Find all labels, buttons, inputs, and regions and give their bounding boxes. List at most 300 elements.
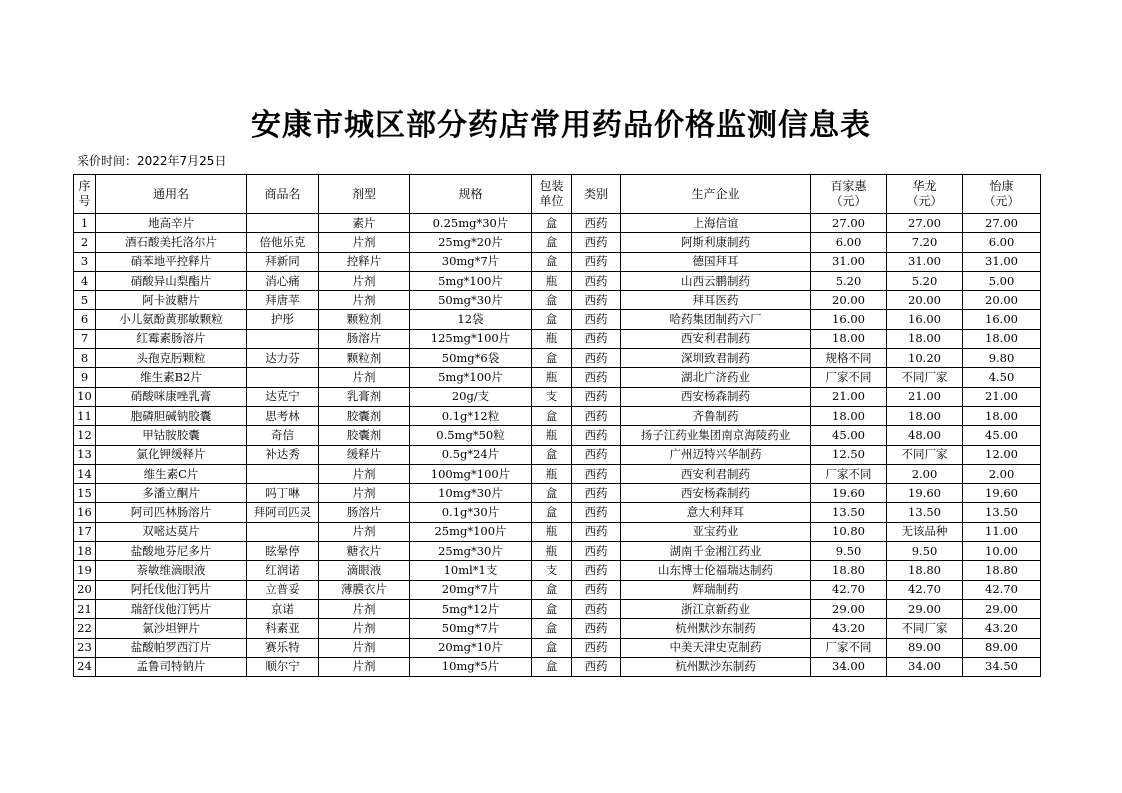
- cell-generic-name: 氯沙坦钾片: [96, 619, 247, 638]
- cell-brand-name: 立普妥: [247, 580, 319, 599]
- cell-generic-name: 硝酸异山梨酯片: [96, 271, 247, 290]
- cell-seq: 17: [74, 522, 96, 541]
- cell-package-unit: 盒: [532, 503, 572, 522]
- cell-price-hualong: 不同厂家: [887, 445, 963, 464]
- cell-seq: 18: [74, 542, 96, 561]
- cell-price-hualong: 不同厂家: [887, 368, 963, 387]
- cell-price-hualong: 18.00: [887, 329, 963, 348]
- cell-price-yikang: 11.00: [963, 522, 1041, 541]
- cell-manufacturer: 山西云鹏制药: [621, 271, 811, 290]
- table-row: [74, 214, 1041, 233]
- cell-dosage-form: 乳膏剂: [319, 387, 410, 406]
- cell-specification: 125mg*100片: [410, 329, 532, 348]
- cell-brand-name: 拜唐苹: [247, 291, 319, 310]
- cell-price-baijiahui: 厂家不同: [811, 464, 887, 483]
- cell-specification: 5mg*100片: [410, 271, 532, 290]
- cell-price-baijiahui: 42.70: [811, 580, 887, 599]
- cell-price-hualong: 89.00: [887, 638, 963, 657]
- cell-price-yikang: 19.60: [963, 484, 1041, 503]
- cell-seq: 2: [74, 233, 96, 252]
- cell-manufacturer: 上海信谊: [621, 214, 811, 233]
- cell-manufacturer: 湖北广济药业: [621, 368, 811, 387]
- cell-specification: 0.25mg*30片: [410, 214, 532, 233]
- cell-seq: 21: [74, 599, 96, 618]
- cell-seq: 3: [74, 252, 96, 271]
- cell-brand-name: [247, 329, 319, 348]
- cell-brand-name: [247, 214, 319, 233]
- cell-category: 西药: [572, 522, 621, 541]
- cell-dosage-form: 片剂: [319, 464, 410, 483]
- cell-seq: 4: [74, 271, 96, 290]
- cell-generic-name: 萘敏维滴眼液: [96, 561, 247, 580]
- header-brand-name: 商品名: [247, 175, 319, 214]
- cell-specification: 25mg*20片: [410, 233, 532, 252]
- cell-price-yikang: 9.80: [963, 349, 1041, 368]
- cell-dosage-form: 片剂: [319, 233, 410, 252]
- header-specification: 规格: [410, 175, 532, 214]
- cell-seq: 1: [74, 214, 96, 233]
- cell-package-unit: 瓶: [532, 522, 572, 541]
- table-row: [74, 368, 1041, 387]
- cell-brand-name: 奇信: [247, 426, 319, 445]
- table-row: [74, 503, 1041, 522]
- cell-manufacturer: 深圳致君制药: [621, 349, 811, 368]
- cell-seq: 15: [74, 484, 96, 503]
- cell-generic-name: 孟鲁司特钠片: [96, 657, 247, 676]
- cell-generic-name: 阿托伐他汀钙片: [96, 580, 247, 599]
- cell-generic-name: 阿卡波糖片: [96, 291, 247, 310]
- cell-generic-name: 硝苯地平控释片: [96, 252, 247, 271]
- header-store-baijiahui: 百家惠 （元）: [811, 175, 887, 214]
- cell-dosage-form: 滴眼液: [319, 561, 410, 580]
- cell-generic-name: 酒石酸美托洛尔片: [96, 233, 247, 252]
- cell-price-baijiahui: 厂家不同: [811, 638, 887, 657]
- cell-price-yikang: 2.00: [963, 464, 1041, 483]
- cell-generic-name: 瑞舒伐他汀钙片: [96, 599, 247, 618]
- table-row: [74, 406, 1041, 425]
- table-row: [74, 271, 1041, 290]
- cell-generic-name: 硝酸咪康唑乳膏: [96, 387, 247, 406]
- cell-specification: 10ml*1支: [410, 561, 532, 580]
- cell-dosage-form: 胶囊剂: [319, 426, 410, 445]
- cell-price-hualong: 34.00: [887, 657, 963, 676]
- cell-package-unit: 盒: [532, 619, 572, 638]
- cell-manufacturer: 中美天津史克制药: [621, 638, 811, 657]
- cell-category: 西药: [572, 368, 621, 387]
- cell-price-baijiahui: 29.00: [811, 599, 887, 618]
- cell-seq: 11: [74, 406, 96, 425]
- cell-manufacturer: 西安利君制药: [621, 464, 811, 483]
- cell-package-unit: 盒: [532, 214, 572, 233]
- cell-specification: 50mg*7片: [410, 619, 532, 638]
- cell-dosage-form: 肠溶片: [319, 329, 410, 348]
- cell-price-hualong: 20.00: [887, 291, 963, 310]
- cell-price-hualong: 29.00: [887, 599, 963, 618]
- cell-package-unit: 盒: [532, 484, 572, 503]
- cell-price-baijiahui: 10.80: [811, 522, 887, 541]
- cell-package-unit: 支: [532, 387, 572, 406]
- cell-generic-name: 头孢克肟颗粒: [96, 349, 247, 368]
- cell-package-unit: 瓶: [532, 426, 572, 445]
- cell-brand-name: 思考林: [247, 406, 319, 425]
- cell-price-baijiahui: 18.00: [811, 329, 887, 348]
- cell-price-baijiahui: 16.00: [811, 310, 887, 329]
- table-row: [74, 310, 1041, 329]
- cell-dosage-form: 片剂: [319, 638, 410, 657]
- cell-price-hualong: 27.00: [887, 214, 963, 233]
- cell-package-unit: 瓶: [532, 464, 572, 483]
- cell-dosage-form: 片剂: [319, 484, 410, 503]
- table-row: [74, 464, 1041, 483]
- cell-manufacturer: 浙江京新药业: [621, 599, 811, 618]
- cell-brand-name: 拜阿司匹灵: [247, 503, 319, 522]
- cell-price-yikang: 16.00: [963, 310, 1041, 329]
- cell-package-unit: 瓶: [532, 329, 572, 348]
- cell-category: 西药: [572, 310, 621, 329]
- table-row: [74, 638, 1041, 657]
- header-store-yikang: 怡康 （元）: [963, 175, 1041, 214]
- cell-seq: 13: [74, 445, 96, 464]
- cell-category: 西药: [572, 426, 621, 445]
- cell-price-yikang: 34.50: [963, 657, 1041, 676]
- cell-brand-name: 倍他乐克: [247, 233, 319, 252]
- cell-category: 西药: [572, 291, 621, 310]
- cell-price-yikang: 20.00: [963, 291, 1041, 310]
- cell-price-hualong: 18.80: [887, 561, 963, 580]
- cell-price-yikang: 89.00: [963, 638, 1041, 657]
- cell-category: 西药: [572, 349, 621, 368]
- cell-price-baijiahui: 45.00: [811, 426, 887, 445]
- cell-category: 西药: [572, 542, 621, 561]
- cell-manufacturer: 哈药集团制药六厂: [621, 310, 811, 329]
- cell-manufacturer: 德国拜耳: [621, 252, 811, 271]
- table-row: [74, 580, 1041, 599]
- cell-dosage-form: 糖衣片: [319, 542, 410, 561]
- cell-price-baijiahui: 13.50: [811, 503, 887, 522]
- price-table: [73, 174, 1041, 677]
- cell-generic-name: 胞磷胆碱钠胶囊: [96, 406, 247, 425]
- cell-seq: 12: [74, 426, 96, 445]
- cell-seq: 7: [74, 329, 96, 348]
- cell-manufacturer: 意大利拜耳: [621, 503, 811, 522]
- cell-price-hualong: 10.20: [887, 349, 963, 368]
- cell-generic-name: 维生素C片: [96, 464, 247, 483]
- table-row: [74, 233, 1041, 252]
- cell-price-baijiahui: 27.00: [811, 214, 887, 233]
- cell-price-baijiahui: 34.00: [811, 657, 887, 676]
- cell-price-yikang: 21.00: [963, 387, 1041, 406]
- cell-specification: 0.5g*24片: [410, 445, 532, 464]
- cell-price-yikang: 12.00: [963, 445, 1041, 464]
- cell-specification: 50mg*30片: [410, 291, 532, 310]
- cell-specification: 5mg*100片: [410, 368, 532, 387]
- table-row: [74, 329, 1041, 348]
- cell-seq: 10: [74, 387, 96, 406]
- table-row: [74, 619, 1041, 638]
- cell-category: 西药: [572, 445, 621, 464]
- cell-price-yikang: 4.50: [963, 368, 1041, 387]
- cell-dosage-form: 片剂: [319, 657, 410, 676]
- cell-seq: 8: [74, 349, 96, 368]
- cell-brand-name: 京诺: [247, 599, 319, 618]
- cell-price-baijiahui: 43.20: [811, 619, 887, 638]
- cell-generic-name: 盐酸地芬尼多片: [96, 542, 247, 561]
- cell-specification: 10mg*5片: [410, 657, 532, 676]
- cell-category: 西药: [572, 329, 621, 348]
- table-row: [74, 522, 1041, 541]
- cell-seq: 5: [74, 291, 96, 310]
- cell-manufacturer: 杭州默沙东制药: [621, 657, 811, 676]
- cell-category: 西药: [572, 406, 621, 425]
- cell-price-baijiahui: 厂家不同: [811, 368, 887, 387]
- cell-seq: 22: [74, 619, 96, 638]
- cell-specification: 12袋: [410, 310, 532, 329]
- cell-generic-name: 甲钴胺胶囊: [96, 426, 247, 445]
- cell-generic-name: 盐酸帕罗西汀片: [96, 638, 247, 657]
- cell-dosage-form: 颗粒剂: [319, 349, 410, 368]
- table-row: [74, 426, 1041, 445]
- table-row: [74, 387, 1041, 406]
- cell-manufacturer: 西安杨森制药: [621, 387, 811, 406]
- cell-generic-name: 红霉素肠溶片: [96, 329, 247, 348]
- cell-specification: 20mg*7片: [410, 580, 532, 599]
- cell-manufacturer: 齐鲁制药: [621, 406, 811, 425]
- cell-price-hualong: 13.50: [887, 503, 963, 522]
- cell-package-unit: 盒: [532, 233, 572, 252]
- cell-price-baijiahui: 20.00: [811, 291, 887, 310]
- cell-brand-name: 拜新同: [247, 252, 319, 271]
- cell-category: 西药: [572, 561, 621, 580]
- cell-manufacturer: 亚宝药业: [621, 522, 811, 541]
- table-row: [74, 561, 1041, 580]
- cell-brand-name: 顺尔宁: [247, 657, 319, 676]
- cell-specification: 25mg*100片: [410, 522, 532, 541]
- cell-price-hualong: 18.00: [887, 406, 963, 425]
- cell-category: 西药: [572, 271, 621, 290]
- cell-brand-name: [247, 368, 319, 387]
- cell-specification: 5mg*12片: [410, 599, 532, 618]
- cell-specification: 0.1g*30片: [410, 503, 532, 522]
- header-category: 类别: [572, 175, 621, 214]
- cell-generic-name: 地高辛片: [96, 214, 247, 233]
- page-title: 安康市城区部分药店常用药品价格监测信息表: [251, 108, 871, 143]
- header-seq: 序 号: [74, 175, 96, 214]
- cell-generic-name: 双嘧达莫片: [96, 522, 247, 541]
- cell-specification: 20mg*10片: [410, 638, 532, 657]
- cell-category: 西药: [572, 657, 621, 676]
- cell-manufacturer: 西安杨森制药: [621, 484, 811, 503]
- cell-specification: 20g/支: [410, 387, 532, 406]
- cell-specification: 0.5mg*50粒: [410, 426, 532, 445]
- cell-specification: 0.1g*12粒: [410, 406, 532, 425]
- table-row: [74, 542, 1041, 561]
- cell-price-hualong: 2.00: [887, 464, 963, 483]
- cell-brand-name: 达克宁: [247, 387, 319, 406]
- cell-dosage-form: 片剂: [319, 271, 410, 290]
- cell-seq: 20: [74, 580, 96, 599]
- cell-category: 西药: [572, 252, 621, 271]
- cell-price-yikang: 43.20: [963, 619, 1041, 638]
- cell-package-unit: 盒: [532, 406, 572, 425]
- table-row: [74, 657, 1041, 676]
- cell-generic-name: 多潘立酮片: [96, 484, 247, 503]
- table-row: [74, 252, 1041, 271]
- cell-price-baijiahui: 31.00: [811, 252, 887, 271]
- header-dosage-form: 剂型: [319, 175, 410, 214]
- cell-generic-name: 氯化钾缓释片: [96, 445, 247, 464]
- cell-seq: 24: [74, 657, 96, 676]
- cell-manufacturer: 扬子江药业集团南京海陵药业: [621, 426, 811, 445]
- cell-seq: 6: [74, 310, 96, 329]
- cell-package-unit: 盒: [532, 349, 572, 368]
- cell-specification: 25mg*30片: [410, 542, 532, 561]
- cell-manufacturer: 阿斯利康制药: [621, 233, 811, 252]
- cell-package-unit: 瓶: [532, 368, 572, 387]
- cell-brand-name: 补达秀: [247, 445, 319, 464]
- table-row: [74, 349, 1041, 368]
- cell-package-unit: 支: [532, 561, 572, 580]
- cell-seq: 19: [74, 561, 96, 580]
- cell-price-baijiahui: 12.50: [811, 445, 887, 464]
- cell-package-unit: 盒: [532, 291, 572, 310]
- cell-generic-name: 小儿氨酚黄那敏颗粒: [96, 310, 247, 329]
- table-row: [74, 445, 1041, 464]
- cell-price-hualong: 16.00: [887, 310, 963, 329]
- cell-manufacturer: 杭州默沙东制药: [621, 619, 811, 638]
- header-store-hualong: 华龙 （元）: [887, 175, 963, 214]
- table-row: [74, 599, 1041, 618]
- cell-package-unit: 瓶: [532, 542, 572, 561]
- cell-dosage-form: 片剂: [319, 368, 410, 387]
- cell-category: 西药: [572, 484, 621, 503]
- cell-category: 西药: [572, 599, 621, 618]
- cell-brand-name: 科素亚: [247, 619, 319, 638]
- cell-brand-name: 红润诺: [247, 561, 319, 580]
- cell-category: 西药: [572, 214, 621, 233]
- cell-package-unit: 瓶: [532, 271, 572, 290]
- cell-price-hualong: 不同厂家: [887, 619, 963, 638]
- cell-price-yikang: 18.00: [963, 406, 1041, 425]
- cell-manufacturer: 辉瑞制药: [621, 580, 811, 599]
- cell-dosage-form: 薄膜衣片: [319, 580, 410, 599]
- cell-package-unit: 盒: [532, 580, 572, 599]
- cell-price-baijiahui: 9.50: [811, 542, 887, 561]
- cell-price-baijiahui: 21.00: [811, 387, 887, 406]
- cell-price-yikang: 27.00: [963, 214, 1041, 233]
- cell-manufacturer: 广州迈特兴华制药: [621, 445, 811, 464]
- cell-category: 西药: [572, 580, 621, 599]
- cell-package-unit: 盒: [532, 252, 572, 271]
- cell-specification: 100mg*100片: [410, 464, 532, 483]
- cell-price-baijiahui: 5.20: [811, 271, 887, 290]
- cell-generic-name: 阿司匹林肠溶片: [96, 503, 247, 522]
- cell-package-unit: 盒: [532, 599, 572, 618]
- cell-price-yikang: 13.50: [963, 503, 1041, 522]
- cell-manufacturer: 湖南千金湘江药业: [621, 542, 811, 561]
- cell-brand-name: [247, 464, 319, 483]
- cell-price-baijiahui: 6.00: [811, 233, 887, 252]
- cell-price-yikang: 29.00: [963, 599, 1041, 618]
- cell-dosage-form: 胶囊剂: [319, 406, 410, 425]
- cell-dosage-form: 片剂: [319, 291, 410, 310]
- header-package-unit: 包装 单位: [532, 175, 572, 214]
- cell-price-hualong: 5.20: [887, 271, 963, 290]
- cell-price-baijiahui: 18.00: [811, 406, 887, 425]
- cell-dosage-form: 片剂: [319, 599, 410, 618]
- cell-category: 西药: [572, 233, 621, 252]
- cell-brand-name: 护彤: [247, 310, 319, 329]
- cell-package-unit: 盒: [532, 310, 572, 329]
- price-date: 采价时间：2022年7月25日: [77, 154, 227, 168]
- cell-price-yikang: 5.00: [963, 271, 1041, 290]
- cell-price-hualong: 无该品种: [887, 522, 963, 541]
- table-row: [74, 484, 1041, 503]
- cell-price-yikang: 18.80: [963, 561, 1041, 580]
- header-row: [74, 175, 1041, 214]
- cell-seq: 14: [74, 464, 96, 483]
- cell-dosage-form: 片剂: [319, 522, 410, 541]
- cell-dosage-form: 素片: [319, 214, 410, 233]
- header-manufacturer: 生产企业: [621, 175, 811, 214]
- cell-brand-name: 吗丁啉: [247, 484, 319, 503]
- cell-price-hualong: 7.20: [887, 233, 963, 252]
- cell-package-unit: 盒: [532, 657, 572, 676]
- cell-brand-name: [247, 522, 319, 541]
- cell-price-baijiahui: 19.60: [811, 484, 887, 503]
- header-generic-name: 通用名: [96, 175, 247, 214]
- cell-package-unit: 盒: [532, 445, 572, 464]
- cell-price-hualong: 42.70: [887, 580, 963, 599]
- cell-brand-name: 眩晕停: [247, 542, 319, 561]
- cell-price-yikang: 18.00: [963, 329, 1041, 348]
- cell-dosage-form: 控释片: [319, 252, 410, 271]
- cell-price-hualong: 31.00: [887, 252, 963, 271]
- cell-brand-name: 赛乐特: [247, 638, 319, 657]
- cell-package-unit: 盒: [532, 638, 572, 657]
- cell-dosage-form: 缓释片: [319, 445, 410, 464]
- cell-generic-name: 维生素B2片: [96, 368, 247, 387]
- cell-price-baijiahui: 规格不同: [811, 349, 887, 368]
- cell-category: 西药: [572, 619, 621, 638]
- cell-category: 西药: [572, 638, 621, 657]
- cell-specification: 10mg*30片: [410, 484, 532, 503]
- cell-category: 西药: [572, 387, 621, 406]
- cell-brand-name: 达力芬: [247, 349, 319, 368]
- cell-dosage-form: 颗粒剂: [319, 310, 410, 329]
- cell-dosage-form: 肠溶片: [319, 503, 410, 522]
- cell-price-yikang: 42.70: [963, 580, 1041, 599]
- cell-price-hualong: 9.50: [887, 542, 963, 561]
- cell-price-hualong: 21.00: [887, 387, 963, 406]
- cell-dosage-form: 片剂: [319, 619, 410, 638]
- cell-specification: 30mg*7片: [410, 252, 532, 271]
- cell-manufacturer: 西安利君制药: [621, 329, 811, 348]
- cell-seq: 16: [74, 503, 96, 522]
- cell-price-yikang: 6.00: [963, 233, 1041, 252]
- cell-price-hualong: 19.60: [887, 484, 963, 503]
- cell-price-baijiahui: 18.80: [811, 561, 887, 580]
- cell-brand-name: 消心痛: [247, 271, 319, 290]
- cell-seq: 23: [74, 638, 96, 657]
- table-row: [74, 291, 1041, 310]
- cell-specification: 50mg*6袋: [410, 349, 532, 368]
- cell-category: 西药: [572, 464, 621, 483]
- cell-price-yikang: 10.00: [963, 542, 1041, 561]
- cell-category: 西药: [572, 503, 621, 522]
- cell-price-yikang: 31.00: [963, 252, 1041, 271]
- cell-price-hualong: 48.00: [887, 426, 963, 445]
- cell-manufacturer: 山东博士伦福瑞达制药: [621, 561, 811, 580]
